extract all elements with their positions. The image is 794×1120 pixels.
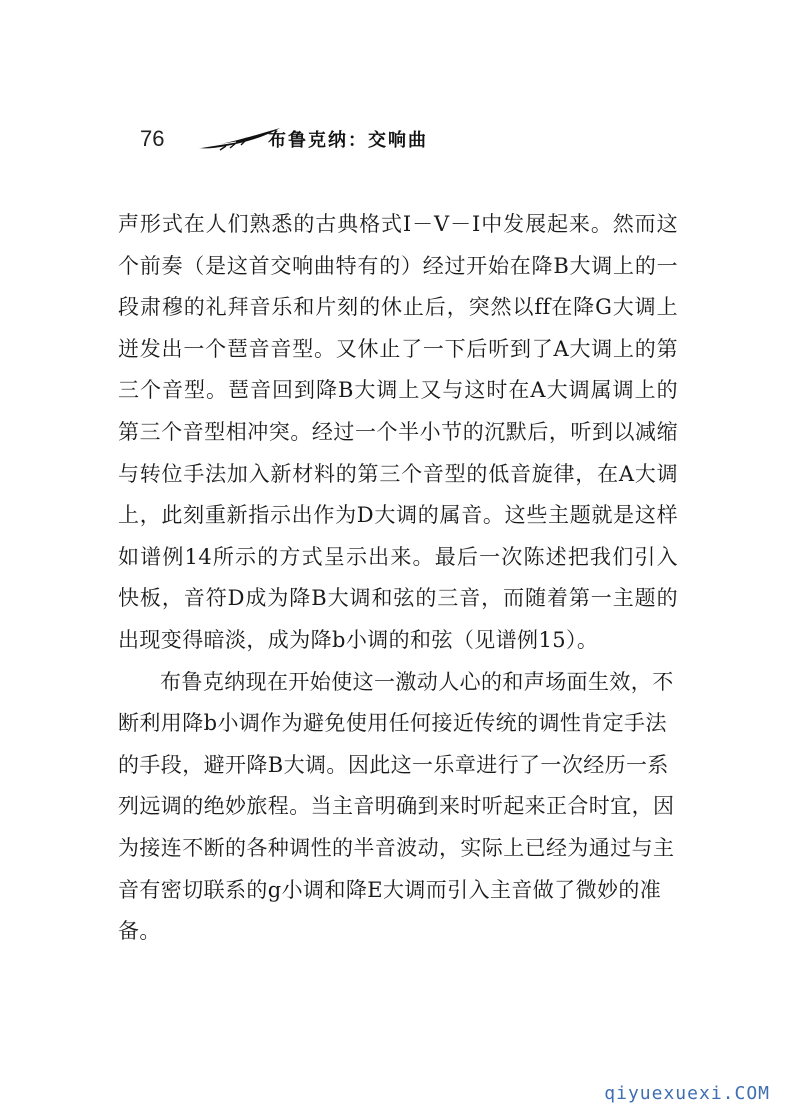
page-number: 76 <box>140 126 165 151</box>
site-watermark: qiyuexuexi.COM <box>604 1083 770 1104</box>
paragraph-2: 布鲁克纳现在开始使这一激动人心的和声场面生效，不断利用降b小调作为避免使用任何接近传统的调性肯定手法的手段，避开降B大调。因此这一乐章进行了一次经历一系列远调的绝妙旅程。当主音明确到来时听起来正合时宜，因为接连不断的各种调性的半音波动，实际上已经为通过与主音有密切联系的g小调和降E大调而引入主音做了微妙的准备。 <box>118 669 675 944</box>
body-text <box>118 204 678 953</box>
running-title: 布鲁克纳：交响曲 <box>268 130 428 151</box>
running-header <box>140 122 560 158</box>
paragraph-1: 声形式在人们熟悉的古典格式Ⅰ－Ⅴ－Ⅰ中发展起来。然而这个前奏（是这首交响曲特有的）经过开始在降B大调上的一段肃穆的礼拜音乐和片刻的休止后，突然以ff在降G大调上迸发出一个琶音音型。又休止了一下后听到了A大调上的第三个音型。琶音回到降B大调上又与这时在A大调属调上的第三个音型相冲突。经过一个半小节的沉默后，听到以减缩与转位手法加入新材料的第三个音型的低音旋律，在A大调上，此刻重新指示出作为D大调的属音。这些主题就是这样如谱例14所示的方式呈示出来。最后一次陈述把我们引入快板，音符D成为降B大调和弦的三音，而随着第一主题的出现变得暗淡，成为降b小调的和弦（见谱例15）。 <box>118 212 678 652</box>
